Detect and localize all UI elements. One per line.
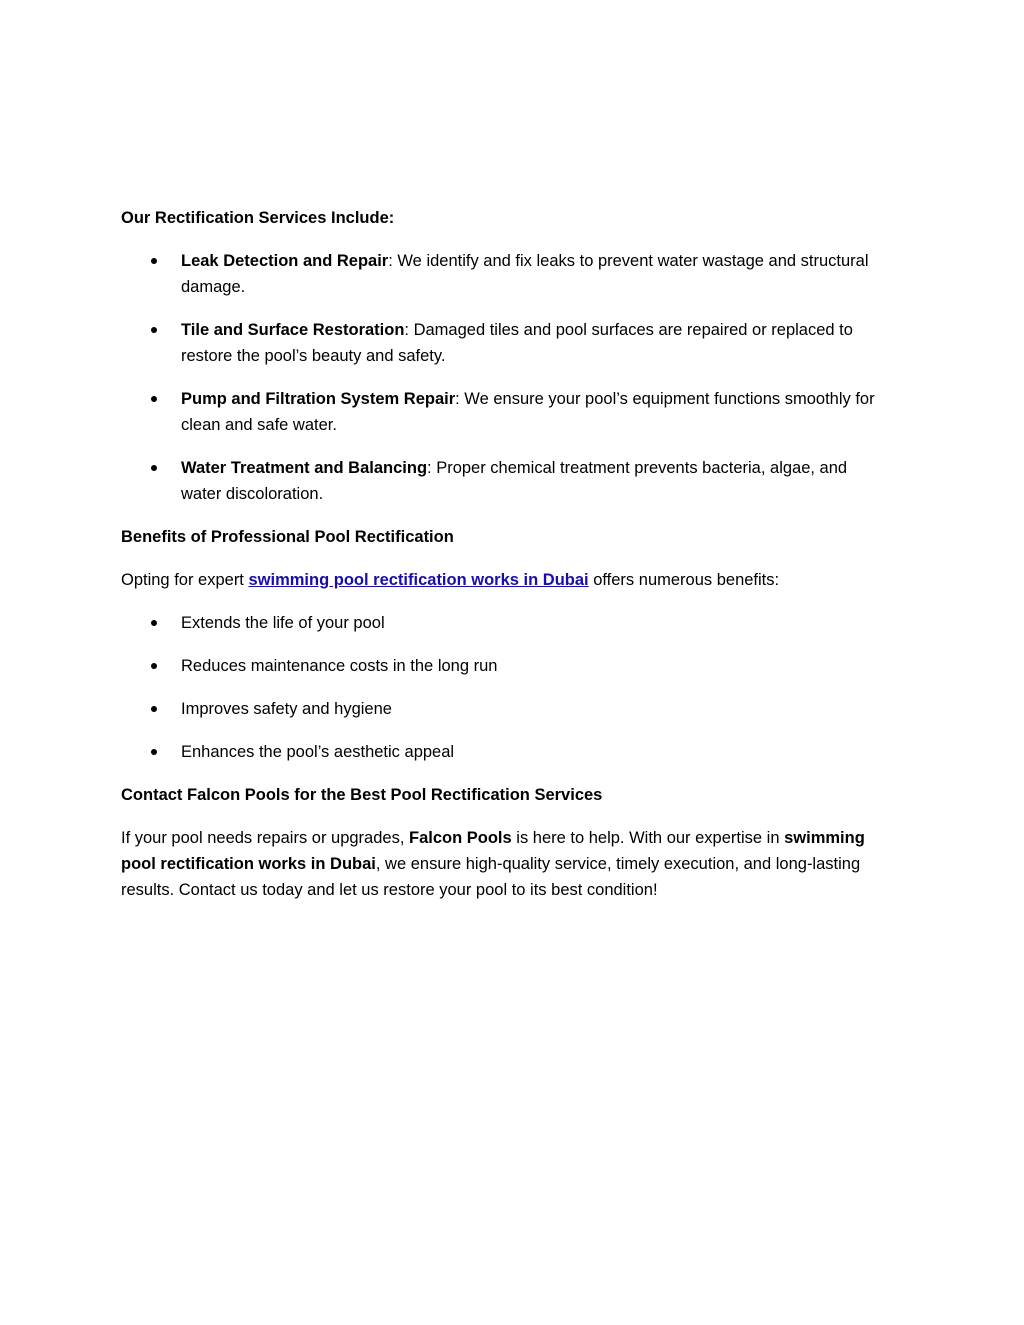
company-name: Falcon Pools: [409, 829, 512, 847]
list-item: [121, 696, 891, 722]
service-description: : We ensure your pool’s equipment functions smoothly for clean and safe water.: [181, 390, 875, 434]
benefit-text: Reduces maintenance costs in the long run: [181, 657, 498, 675]
service-keyword: swimming pool rectification works in Dubai: [121, 829, 865, 873]
intro-text-before: Opting for expert: [121, 571, 249, 589]
contact-text: , we ensure high-quality service, timely execution, and long-lasting results. Contact us today and let us restore your pool to its best condition!: [121, 855, 861, 899]
list-item: [121, 455, 891, 507]
contact-paragraph: [121, 825, 891, 903]
document-page: [121, 205, 891, 920]
bullet-icon: [151, 749, 157, 755]
bullet-icon: [151, 327, 157, 333]
list-item: [121, 248, 891, 300]
bullet-icon: [151, 396, 157, 402]
contact-text: is here to help. With our expertise in: [511, 829, 785, 847]
service-title: Tile and Surface Restoration: [181, 321, 405, 339]
service-description: : Damaged tiles and pool surfaces are repaired or replaced to restore the pool’s beauty and safety.: [181, 321, 853, 365]
services-heading: Our Rectification Services Include:: [121, 209, 395, 227]
benefit-text: Improves safety and hygiene: [181, 700, 392, 718]
contact-text: If your pool needs repairs or upgrades,: [121, 829, 410, 847]
list-item: [121, 317, 891, 369]
service-title: Leak Detection and Repair: [181, 252, 389, 270]
benefits-intro: [121, 567, 891, 593]
benefit-text: Extends the life of your pool: [181, 614, 385, 632]
rectification-link[interactable]: swimming pool rectification works in Dubai: [248, 571, 589, 589]
service-description: : Proper chemical treatment prevents bacteria, algae, and water discoloration.: [181, 459, 848, 503]
bullet-icon: [151, 663, 157, 669]
list-item: [121, 653, 891, 679]
bullet-icon: [151, 620, 157, 626]
contact-heading: Contact Falcon Pools for the Best Pool Rectification Services: [121, 786, 603, 804]
service-title: Pump and Filtration System Repair: [181, 390, 456, 408]
benefits-list: [121, 610, 891, 765]
list-item: [121, 610, 891, 636]
services-list: [121, 248, 891, 507]
bullet-icon: [151, 706, 157, 712]
benefits-heading: Benefits of Professional Pool Rectification: [121, 528, 454, 546]
intro-text-after: offers numerous benefits:: [588, 571, 780, 589]
benefit-text: Enhances the pool’s aesthetic appeal: [181, 743, 455, 761]
list-item: [121, 739, 891, 765]
service-description: : We identify and fix leaks to prevent water wastage and structural damage.: [181, 252, 869, 296]
bullet-icon: [151, 258, 157, 264]
bullet-icon: [151, 465, 157, 471]
service-title: Water Treatment and Balancing: [181, 459, 428, 477]
list-item: [121, 386, 891, 438]
